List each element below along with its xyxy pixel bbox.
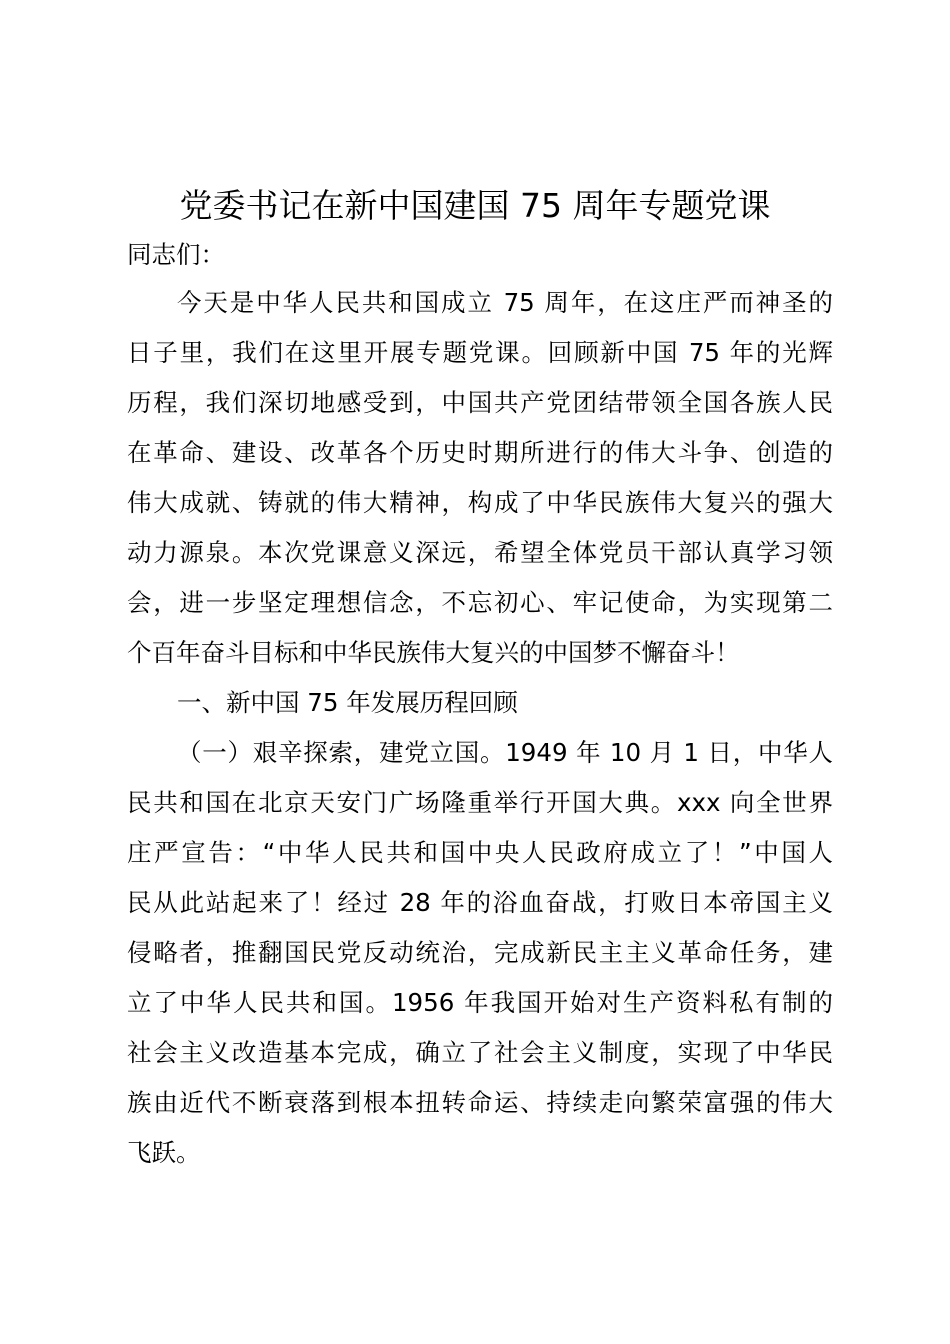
paragraph-line: 立了中华人民共和国。1956 年我国开始对生产资料私有制的 (127, 988, 833, 1017)
document-title: 党委书记在新中国建国 75 周年专题党课 (179, 186, 771, 225)
paragraph-line: 民共和国在北京天安门广场隆重举行开国大典。xxx 向全世界 (127, 788, 833, 817)
paragraph-line: 在革命、建设、改革各个历史时期所进行的伟大斗争、创造的 (127, 438, 833, 467)
paragraph-line: 动力源泉。本次党课意义深远，希望全体党员干部认真学习领 (127, 538, 833, 567)
paragraph-line: 历程，我们深切地感受到，中国共产党团结带领全国各族人民 (127, 388, 833, 417)
paragraph-line: 侵略者，推翻国民党反动统治，完成新民主主义革命任务，建 (127, 938, 833, 967)
paragraph-line: 会，进一步坚定理想信念，不忘初心、牢记使命，为实现第二 (127, 588, 833, 617)
paragraph-line: 伟大成就、铸就的伟大精神，构成了中华民族伟大复兴的强大 (127, 488, 833, 517)
paragraph-line: 庄严宣告：“中华人民共和国中央人民政府成立了！”中国人 (127, 838, 833, 867)
paragraph-line: 日子里，我们在这里开展专题党课。回顾新中国 75 年的光辉 (127, 338, 833, 367)
salutation: 同志们： (127, 240, 225, 269)
paragraph-line: 飞跃。 (127, 1138, 201, 1167)
paragraph-line: 社会主义改造基本完成，确立了社会主义制度，实现了中华民 (127, 1038, 833, 1067)
paragraph-line: 今天是中华人民共和国成立 75 周年，在这庄严而神圣的 (177, 288, 833, 317)
paragraph-line: （一）艰辛探索，建党立国。1949 年 10 月 1 日，中华人 (177, 738, 833, 767)
paragraph-line: 民从此站起来了！经过 28 年的浴血奋战，打败日本帝国主义 (127, 888, 833, 917)
paragraph-line: 个百年奋斗目标和中华民族伟大复兴的中国梦不懈奋斗！ (127, 638, 740, 667)
section-heading: 一、新中国 75 年发展历程回顾 (177, 688, 518, 717)
paragraph-line: 族由近代不断衰落到根本扭转命运、持续走向繁荣富强的伟大 (127, 1088, 833, 1117)
